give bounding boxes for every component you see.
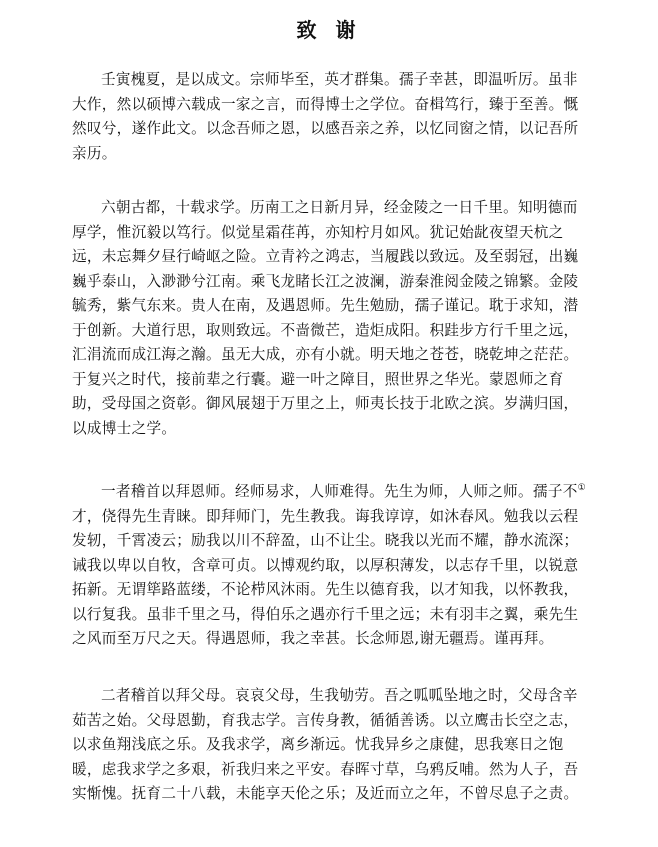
- paragraph-line: 以求鱼翔浅底之乐。及我求学，离乡渐远。忧我异乡之康健，思我寒日之饱: [72, 736, 564, 753]
- paragraph-line: 发轫，千霄凌云；励我以川不辞盈，山不让尘。晓我以光而不耀，静水流深；: [72, 532, 579, 549]
- paragraph-line: 实惭愧。抚育二十八载，未能享天伦之乐；及近而立之年，不曾尽息子之责。: [72, 785, 579, 802]
- paragraph-3: [72, 480, 592, 652]
- paragraph-line: 毓秀，紫气东来。贵人在南，及遇恩师。先生勉励，孺子谨记。耽于求知，潜: [72, 297, 579, 314]
- paragraph-line: 暖，虑我求学之多艰，祈我归来之平安。春晖寸草，乌鸦反哺。然为人子，吾: [72, 760, 579, 778]
- paragraph-4: [72, 684, 592, 807]
- paragraph-line: 汇涓流而成江海之瀚。虽无大成，亦有小就。明天地之苍苍，晓乾坤之茫茫。: [72, 346, 579, 363]
- paragraph-1: [72, 68, 592, 166]
- paragraph-line: 然叹兮，遂作此文。以念吾师之恩，以感吾亲之养，以忆同窗之情，以记吾所: [72, 120, 579, 137]
- footnote-mark[interactable]: ①: [577, 483, 586, 494]
- paragraph-line: 壬寅槐夏，是以成文。宗师毕至，英才群集。孺子幸甚，即温听厉。虽非: [101, 71, 578, 88]
- paragraph-line: 六朝古都，十载求学。历南工之日新月异，经金陵之一日千里。知明德而: [101, 199, 578, 216]
- page-title: 致 谢: [296, 18, 362, 42]
- paragraph-line: 诫我以卑以自牧，含章可贞。以博观约取，以厚积薄发，以志存千里，以锐意: [72, 556, 579, 574]
- paragraph-line-text: 一者稽首以拜恩师。经师易求，人师难得。先生为师，人师之师。孺子不: [101, 483, 578, 500]
- paragraph-line: 以成博士之学。: [72, 419, 177, 437]
- paragraph-line: 亲历。: [72, 144, 117, 162]
- paragraph-line: 茹苦之始。父母恩勤，育我志学。言传身教，循循善诱。以立鹰击长空之志，: [72, 711, 579, 729]
- paragraph-line: 助，受母国之资彰。御风展翅于万里之上，师夷长技于北欧之滨。岁满归国，: [72, 395, 579, 412]
- paragraph-line: 以行复我。虽非千里之马，得伯乐之遇亦行千里之远；未有羽丰之翼，乘先生: [72, 605, 579, 623]
- paragraph-line: 厚学，惟沉毅以笃行。似觉星霜荏苒，亦知柠月如风。犹记始龀夜望天杭之: [72, 223, 564, 241]
- paragraph-line: 之风而至万尺之天。得遇恩师，我之幸甚。长念师恩,谢无疆焉。谨再拜。: [72, 630, 554, 647]
- paragraph-line: 才，侥得先生青睐。即拜师门，先生教我。诲我谆谆，如沐春风。勉我以云程: [72, 507, 579, 525]
- paragraph-line: 远，未忘舞夕昼行崎岖之险。立青衿之鸿志，当履践以致远。及至弱冠，出巍: [72, 248, 579, 265]
- paragraph-line-with-footnote: [72, 480, 592, 505]
- paragraph-line: 拓新。无谓筚路蓝缕，不论栉风沐雨。先生以德育我，以才知我，以怀教我，: [72, 581, 579, 598]
- paragraph-2: [72, 196, 592, 441]
- paragraph-line: 二者稽首以拜父母。哀哀父母，生我劬劳。吾之呱呱坠地之时，父母含辛: [101, 687, 578, 704]
- paragraph-line: 大作，然以硕博六载成一家之言，而得博士之学位。奋楫笃行，臻于至善。慨: [72, 95, 579, 113]
- paragraph-line: 于创新。大道行思，取则致远。不啬微芒，造炬成阳。积跬步方行千里之远，: [72, 321, 579, 339]
- paragraph-line: 巍乎泰山，入渺渺兮江南。乘飞龙睹长江之波澜，游秦淮阅金陵之锦繁。金陵: [72, 272, 579, 290]
- paragraph-line: 于复兴之时代，接前辈之行囊。避一叶之障目，照世界之华光。蒙恩师之育: [72, 370, 564, 388]
